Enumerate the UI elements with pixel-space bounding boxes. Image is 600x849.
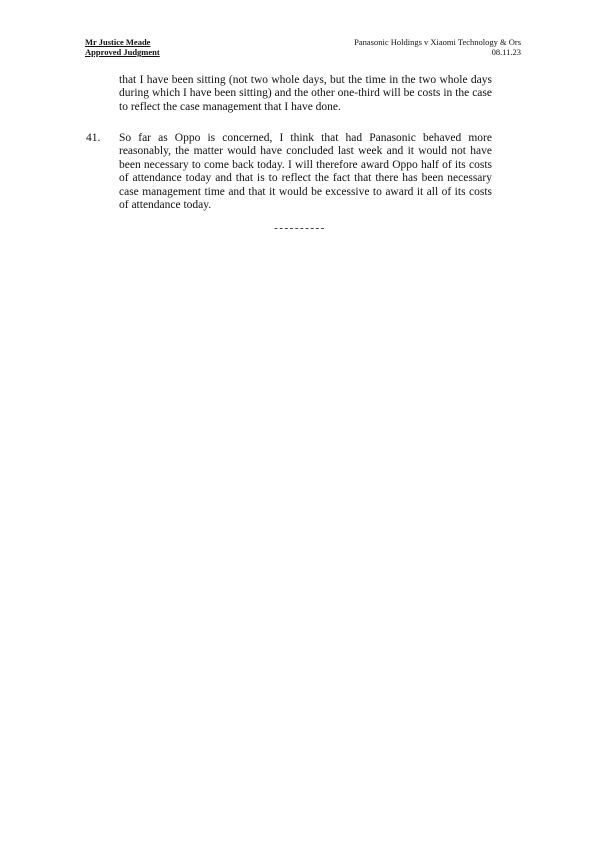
judgment-status: Approved Judgment: [85, 47, 160, 57]
judgment-date: 08.11.23: [491, 47, 521, 57]
paragraph-number: 41.: [86, 132, 101, 144]
case-title: Panasonic Holdings v Xiaomi Technology & Ors: [354, 37, 521, 47]
paragraph-continuation: that I have been sitting (not two whole days, but the time in the two whole days during which I have been sitting) and the other one-third will be costs in the case to reflect the case management that I have done.: [119, 74, 492, 113]
end-marker: ----------: [274, 222, 326, 234]
header-left: [85, 37, 160, 57]
paragraph-41: So far as Oppo is concerned, I think that had Panasonic behaved more reasonably, the matter would have concluded last week and it would not have been necessary to come back today. I will therefore award Oppo half of its costs of attendance today and that is to reflect the fact that there has been necessary case management time and that it would be excessive to award it all of its costs of attendance today.: [119, 132, 492, 212]
header-right: [354, 37, 521, 57]
judge-name: Mr Justice Meade: [85, 37, 151, 47]
